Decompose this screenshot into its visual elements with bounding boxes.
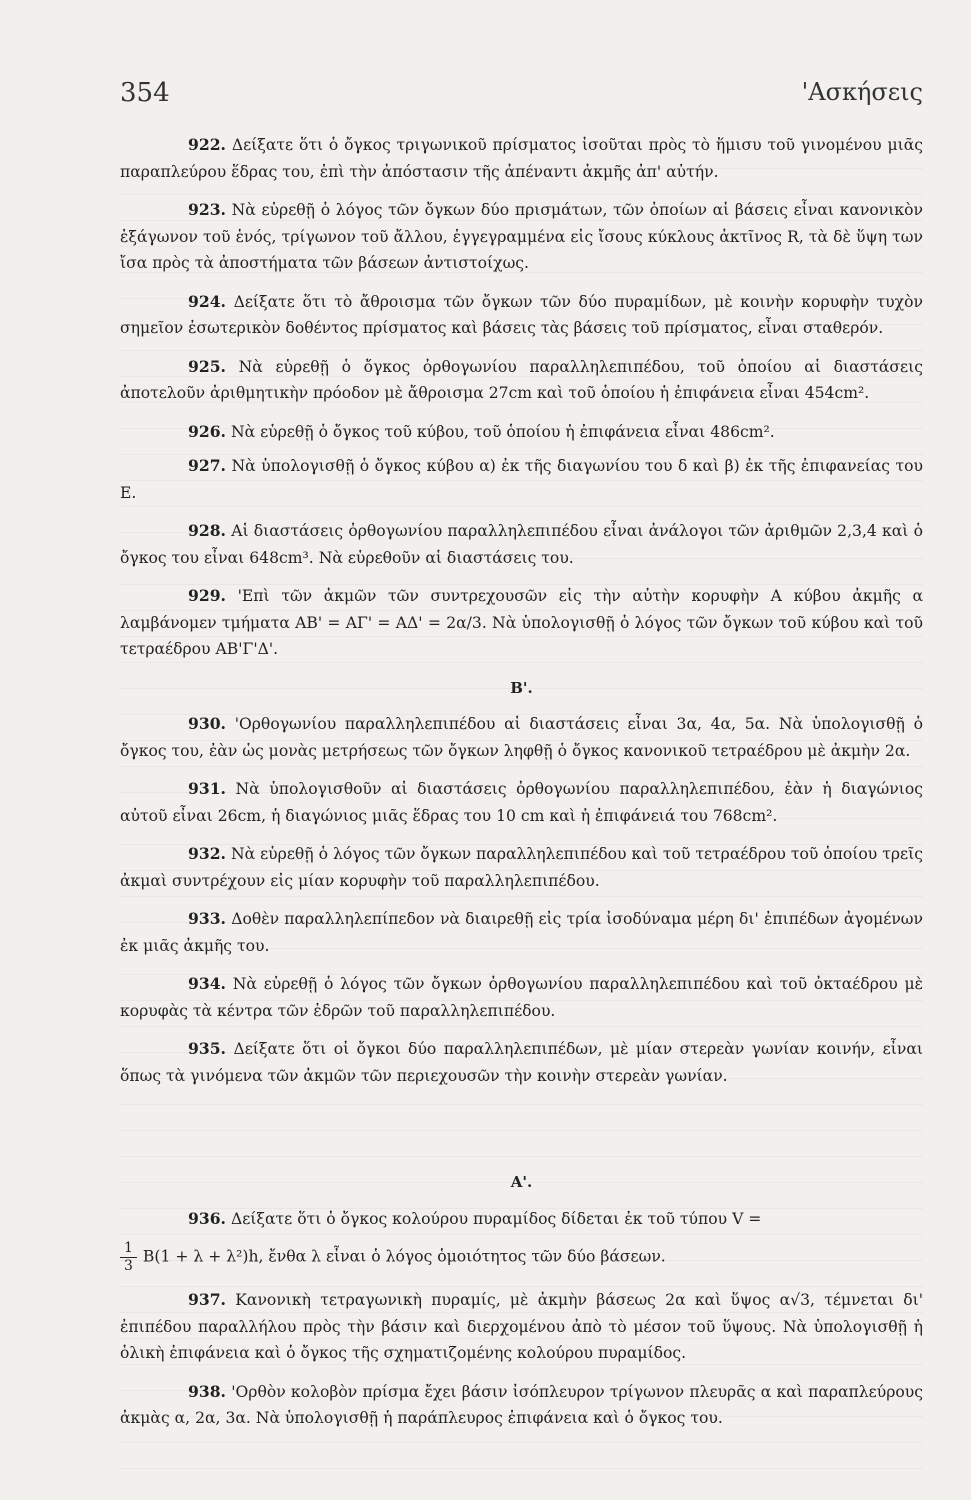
page-header bbox=[120, 78, 923, 118]
running-head: 'Ασκήσεις bbox=[801, 78, 923, 106]
exercise-text: Νὰ ὑπολογισθοῦν αἱ διαστάσεις ὀρθογωνίου παραλληλεπιπέδου, ἐὰν ἡ διαγώνιος αὐτοῦ εἶναι 26cm, ἡ διαγώνιος μιᾶς ἕδρας του 10 cm καὶ ἡ ἐπιφάνειά του 768cm². bbox=[120, 780, 923, 825]
exercise-text: Νὰ εὑρεθῇ ὁ ὄγκος τοῦ κύβου, τοῦ ὁποίου ἡ ἐπιφάνεια εἶναι 486cm². bbox=[230, 422, 775, 441]
exercise-937 bbox=[120, 1287, 923, 1367]
exercise-text: Νὰ εὑρεθῇ ὁ ὄγκος ὀρθογωνίου παραλληλεπιπέδου, τοῦ ὁποίου αἱ διαστάσεις ἀποτελοῦν ἀριθμητικὴν πρόοδον μὲ ἄθροισμα 27cm καὶ τοῦ ὁποίου ἡ ἐπιφάνεια εἶναι 454cm². bbox=[120, 357, 923, 402]
exercise-text: Κανονικὴ τετραγωνικὴ πυραμίς, μὲ ἀκμὴν βάσεως 2α καὶ ὕψος α√3, τέμνεται δι' ἐπιπέδου παραλλήλου πρὸς τὴν βάσιν καὶ διερχομένου ἀπὸ τὸ μέσον τοῦ ὕψους. Νὰ ὑπολογισθῇ ἡ ὁλικὴ ἐπιφάνεια καὶ ὁ ὄγκος τῆς σχηματιζομένης κολούρου πυραμίδος. bbox=[120, 1291, 923, 1362]
exercise-925 bbox=[120, 354, 923, 407]
formula-line bbox=[120, 1240, 923, 1275]
section-heading-a: Α'. bbox=[510, 1173, 533, 1191]
exercise-926 bbox=[120, 419, 923, 446]
exercise-number: 936. bbox=[188, 1208, 226, 1228]
exercise-text: Δείξατε ὅτι οἱ ὄγκοι δύο παραλληλεπιπέδων, μὲ μίαν στερεὰν γωνίαν κοινήν, εἶναι ὅπως τὰ γινόμενα τῶν ἀκμῶν τῶν περιεχουσῶν τὴν κοινὴν στερεὰν γωνίαν. bbox=[120, 1040, 923, 1085]
fraction-denominator: 3 bbox=[124, 1258, 133, 1274]
exercise-number: 923. bbox=[188, 200, 226, 219]
exercise-934 bbox=[120, 971, 923, 1024]
exercise-number: 922. bbox=[188, 135, 226, 154]
exercise-number: 925. bbox=[188, 356, 226, 376]
exercise-935 bbox=[120, 1036, 923, 1089]
exercise-number: 934. bbox=[188, 974, 226, 993]
exercise-number: 938. bbox=[188, 1381, 226, 1401]
exercise-number: 929. bbox=[188, 586, 226, 605]
exercise-number: 927. bbox=[188, 456, 226, 475]
fraction-numerator: 1 bbox=[120, 1240, 137, 1258]
exercise-text: Νὰ εὑρεθῇ ὁ λόγος τῶν ὄγκων δύο πρισμάτων, τῶν ὁποίων αἱ βάσεις εἶναι κανονικὸν ἑξάγωνον τοῦ ἑνός, τρίγωνον τοῦ ἄλλου, ἐγγεγραμμένα εἰς ἴσους κύκλους ἀκτῖνος R, τὰ δὲ ὕψη των ἴσα πρὸς τὰ ἀποστήματα τῶν βάσεων ἀντιστοίχως. bbox=[120, 201, 923, 272]
exercise-text: Δείξατε ὅτι ὁ ὄγκος κολούρου πυραμίδος δίδεται ἐκ τοῦ τύπου V = bbox=[230, 1209, 762, 1228]
exercise-text: Δείξατε ὅτι τὸ ἄθροισμα τῶν ὄγκων τῶν δύο πυραμίδων, μὲ κοινὴν κορυφὴν τυχὸν σημεῖον ἐσωτερικὸν δοθέντος πρίσματος καὶ βάσεις τὰς βάσεις τοῦ πρίσματος, εἶναι σταθερόν. bbox=[120, 292, 923, 337]
exercise-text: 'Επὶ τῶν ἀκμῶν τῶν συντρεχουσῶν εἰς τὴν αὐτὴν κορυφὴν Α κύβου ἀκμῆς α λαμβάνομεν τμήματα ΑΒ' = ΑΓ' = ΑΔ' = 2α/3. Νὰ ὑπολογισθῇ ὁ λόγος τῶν ὄγκων τοῦ κύβου καὶ τοῦ τετραέδρου ΑΒ'Γ'Δ'. bbox=[120, 587, 923, 658]
exercise-932 bbox=[120, 841, 923, 894]
formula-text: Β(1 + λ + λ²)h, ἔνθα λ εἶναι ὁ λόγος ὁμοιότητος τῶν δύο βάσεων. bbox=[142, 1247, 666, 1266]
exercise-number: 932. bbox=[188, 844, 226, 863]
exercise-924 bbox=[120, 289, 923, 342]
page-number: 354 bbox=[120, 78, 170, 108]
exercise-text: Δοθὲν παραλληλεπίπεδον νὰ διαιρεθῇ εἰς τρία ἰσοδύναμα μέρη δι' ἐπιπέδων ἀγομένων ἐκ μιᾶς ἀκμῆς του. bbox=[120, 910, 923, 955]
exercise-930 bbox=[120, 711, 923, 764]
exercise-928 bbox=[120, 518, 923, 571]
exercise-number: 930. bbox=[188, 714, 226, 733]
exercise-number: 926. bbox=[188, 421, 226, 441]
exercise-number: 928. bbox=[188, 521, 226, 540]
exercise-text: Νὰ εὑρεθῇ ὁ λόγος τῶν ὄγκων ὀρθογωνίου παραλληλεπιπέδου καὶ τοῦ ὀκταέδρου μὲ κορυφὰς τὰ κέντρα τῶν ἑδρῶν τοῦ παραλληλεπιπέδου. bbox=[120, 975, 923, 1020]
exercise-number: 935. bbox=[188, 1039, 226, 1058]
section-heading-b: Β'. bbox=[510, 678, 533, 697]
exercise-number: 924. bbox=[188, 291, 226, 311]
exercise-929 bbox=[120, 583, 923, 663]
exercise-list bbox=[120, 132, 923, 1444]
exercise-text: Αἱ διαστάσεις ὀρθογωνίου παραλληλεπιπέδου εἶναι ἀνάλογοι τῶν ἀριθμῶν 2,3,4 καὶ ὁ ὄγκος του εἶναι 648cm³. Νὰ εὑρεθοῦν αἱ διαστάσεις του. bbox=[120, 522, 923, 567]
exercise-927 bbox=[120, 453, 923, 506]
exercise-933 bbox=[120, 906, 923, 959]
exercise-text: Δείξατε ὅτι ὁ ὄγκος τριγωνικοῦ πρίσματος ἰσοῦται πρὸς τὸ ἥμισυ τοῦ γινομένου μιᾶς παραπλεύρου ἕδρας του, ἐπὶ τὴν ἀπόστασιν τῆς ἀπέναντι ἀκμῆς ἀπ' αὐτήν. bbox=[120, 136, 923, 181]
exercise-931 bbox=[120, 776, 923, 829]
exercise-text: Νὰ ὑπολογισθῇ ὁ ὄγκος κύβου α) ἐκ τῆς διαγωνίου του δ καὶ β) ἐκ τῆς ἐπιφανείας του Ε. bbox=[120, 457, 923, 502]
exercise-number: 937. bbox=[188, 1290, 226, 1309]
exercise-text: Νὰ εὑρεθῇ ὁ λόγος τῶν ὄγκων παραλληλεπιπέδου καὶ τοῦ τετραέδρου τοῦ ὁποίου τρεῖς ἀκμαὶ συντρέχουν εἰς μίαν κορυφὴν τοῦ παραλληλεπιπέδου. bbox=[120, 845, 923, 890]
fraction bbox=[120, 1240, 137, 1275]
exercise-text: 'Ορθὸν κολοβὸν πρίσμα ἔχει βάσιν ἰσόπλευρον τρίγωνον πλευρᾶς α καὶ παραπλεύρους ἀκμὰς α, 2α, 3α. Νὰ ὑπολογισθῇ ἡ παράπλευρος ἐπιφάνεια καὶ ὁ ὄγκος του. bbox=[120, 1382, 923, 1427]
exercise-number: 933. bbox=[188, 909, 226, 928]
exercise-936 bbox=[120, 1206, 923, 1233]
exercise-922 bbox=[120, 132, 923, 185]
exercise-text: 'Ορθογωνίου παραλληλεπιπέδου αἱ διαστάσεις εἶναι 3α, 4α, 5α. Νὰ ὑπολογισθῇ ὁ ὄγκος του, ἐὰν ὡς μονὰς μετρήσεως τῶν ὄγκων ληφθῇ ὁ ὄγκος κανονικοῦ τετραέδρου μὲ ἀκμὴν 2α. bbox=[120, 715, 923, 760]
exercise-938 bbox=[120, 1379, 923, 1432]
exercise-923 bbox=[120, 197, 923, 277]
exercise-number: 931. bbox=[188, 779, 226, 798]
